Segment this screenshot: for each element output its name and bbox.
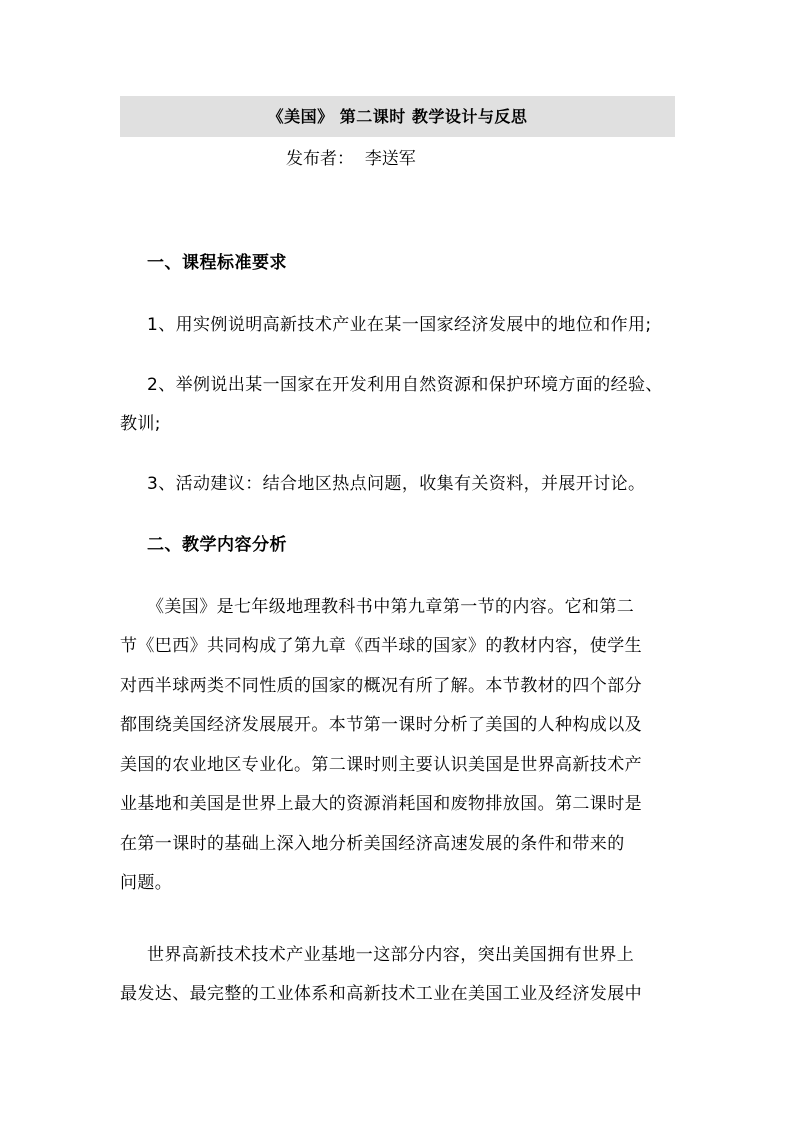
section-heading-curriculum: 一、课程标准要求	[147, 253, 287, 273]
curriculum-item-1: 1、用实例说明高新技术产业在某一国家经济发展中的地位和作用;	[147, 315, 652, 335]
paragraph-line: 世界高新技术技术产业基地一这部分内容，突出美国拥有世界上	[147, 945, 635, 965]
publisher-line	[286, 146, 416, 172]
curriculum-item-2: 2、举例说出某一国家在开发利用自然资源和保护环境方面的经验、	[147, 375, 663, 395]
section-heading-analysis: 二、教学内容分析	[147, 535, 287, 555]
curriculum-item-2-continued: 教训;	[120, 414, 161, 434]
publisher-label: 发布者：	[286, 149, 354, 169]
paragraph-line: 节《巴西》共同构成了第九章《西半球的国家》的教材内容，使学生	[120, 636, 642, 656]
paragraph-line: 最发达、最完整的工业体系和高新技术工业在美国工业及经济发展中	[120, 984, 642, 1004]
publisher-name: 李送军	[364, 149, 416, 169]
paragraph-line: 业基地和美国是世界上最大的资源消耗国和废物排放国。第二课时是	[120, 794, 642, 814]
paragraph-line: 问题。	[120, 873, 173, 893]
document-title: 《美国》 第二课时 教学设计与反思	[267, 107, 528, 126]
curriculum-item-3: 3、活动建议：结合地区热点问题，收集有关资料，并展开讨论。	[147, 474, 646, 494]
paragraph-line: 《美国》是七年级地理教科书中第九章第一节的内容。它和第二	[147, 597, 635, 617]
paragraph-line: 对西半球两类不同性质的国家的概况有所了解。本节教材的四个部分	[120, 676, 642, 696]
paragraph-line: 美国的农业地区专业化。第二课时则主要认识美国是世界高新技术产	[120, 755, 642, 775]
paragraph-line: 都围绕美国经济发展展开。本节第一课时分析了美国的人种构成以及	[120, 715, 642, 735]
paragraph-line: 在第一课时的基础上深入地分析美国经济高速发展的条件和带来的	[120, 834, 625, 854]
